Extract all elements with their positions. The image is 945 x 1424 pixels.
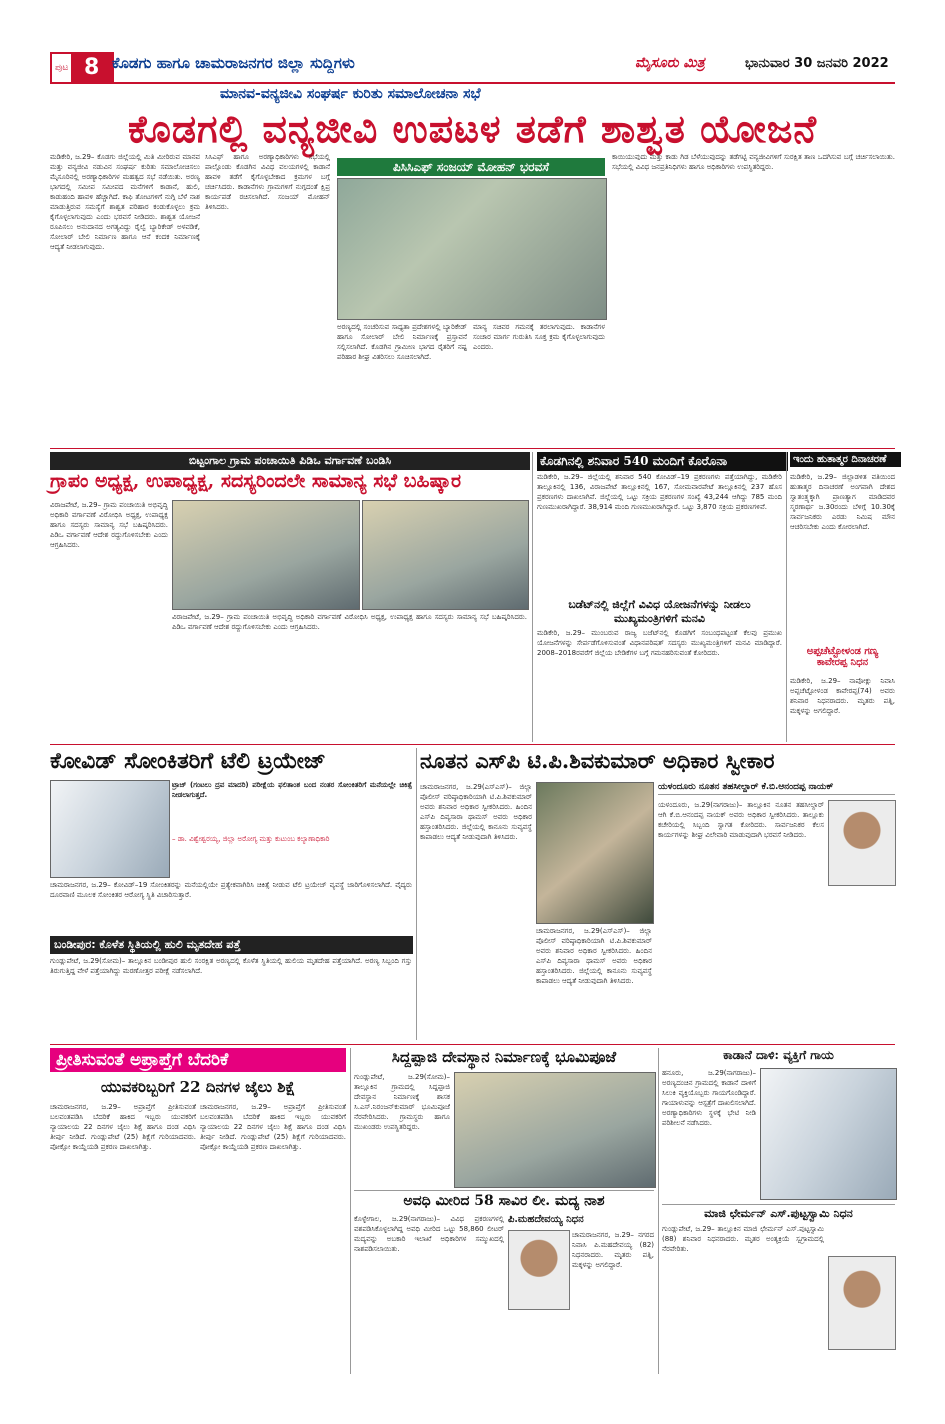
lead-column-4: ಮಾನ್ಯ ಸಚಿವರ ಗಮನಕ್ಕೆ ತರಲಾಗುವುದು. ಕಾಡಾನೆಗಳ ಸಂಚಾರ ಮಾರ್ಗ ಗುರುತಿಸಿ ಸೂಕ್ತ ಕ್ರಮ ಕೈಗೊಳ್ಳಲಾಗುವುದು ಎಂದರು. [473,323,605,351]
meeting-photo [337,178,607,320]
obituary-body: ಮಡಿಕೇರಿ, ಜ.29– ನಾಪೋಕ್ಲು ನಿವಾಸಿ ಅಪ್ಪಚೆಟ್ಟೋಳಂಡ ಕಾವೇರಪ್ಪ(74) ಅವರು ಶನಿವಾರ ನಿಧನರಾದರು. ಮೃತರು ಪತ್ನಿ, ಮಕ್ಕಳನ್ನು ಅಗಲಿದ್ದಾರೆ. [790,677,895,715]
injured-person-photo [760,1068,897,1200]
puttaswamy-obit-body: ಗುಂಡ್ಲುಪೇಟೆ, ಜ.29– ತಾಲ್ಲೂಕಿನ ಮಾಜಿ ಛೇರ್ಮನ್ ಎಸ್.ಪುಟ್ಟಸ್ವಾಮಿ (88) ಶನಿವಾರ ನಿಧನರಾದರು. ಮೃತರ ಅಂತ್ಯಕ್ರಿಯೆ ಸ್ವಗ್ರಾಮದಲ್ಲಿ ನೆರವೇರಿತು. [662,1225,824,1253]
temple-body: ಗುಂಡ್ಲುಪೇಟೆ, ಜ.29(ಸೋಮ)– ತಾಲ್ಲೂಕಿನ ಗ್ರಾಮದಲ್ಲಿ ಸಿದ್ದಪ್ಪಾಜಿ ದೇವಸ್ಥಾನ ನಿರ್ಮಾಣಕ್ಕೆ ಶಾಸಕ ಸಿ.ಎಸ್.ನಿರಂಜನ್‌ಕುಮಾರ್ ಭೂಮಿಪೂಜೆ ನೆರವೇರಿಸಿದರು. ಗ್ರಾಮಸ್ಥರು ಹಾಗೂ ಮುಖಂಡರು ಉಪಸ್ಥಿತರಿದ್ದರು. [354,1073,450,1131]
divider [50,1044,895,1045]
divider [50,448,895,449]
budget-body: ಮಡಿಕೇರಿ, ಜ.29– ಮುಂಬರುವ ರಾಜ್ಯ ಬಜೆಟ್‌ನಲ್ಲಿ ಕೊಡಗಿಗೆ ಸಂಬಂಧಪಟ್ಟಂತೆ ಕೆಲವು ಪ್ರಮುಖ ಯೋಜನೆಗಳನ್ನು ಸೇರ್ಪಡೆಗೊಳಿಸುವಂತೆ ವಿಧಾನಪರಿಷತ್ ಸದಸ್ಯರು ಮುಖ್ಯಮಂತ್ರಿಗಳಿಗೆ ಮನವಿ ಮಾಡಿದ್ದಾರೆ. 2008–2018ರವರೆಗೆ ಜಿಲ್ಲೆಯ ಬೇಡಿಕೆಗಳ ಬಗ್ಗೆ ಗಮನಹರಿಸುವಂತೆ ಕೋರಿದರು. [537,629,782,657]
lead-column-5: ಕಾಯಿಯುವುದು ಮತ್ತು ಕಾಡು ಗಿಡ ಬೆಳೆಯುವುದನ್ನು ತಡೆಗಟ್ಟಿ ವನ್ಯಜೀವಿಗಳಿಗೆ ಸುರಕ್ಷಿತ ತಾಣ ಒದಗಿಸುವ ಬಗ್ಗೆ ಚರ್ಚಿಸಲಾಯಿತು. ಸಭೆಯಲ್ಲಿ ವಿವಿಧ ಜನಪ್ರತಿನಿಧಿಗಳು ಹಾಗೂ ಅಧಿಕಾರಿಗಳು ಉಪಸ್ಥಿತರಿದ್ದರು. [612,153,895,171]
lead-photo-caption: ಪಿಸಿಸಿಎಫ್ ಸಂಜಯ್ ಮೋಹನ್ ಭರವಸೆ [337,158,605,176]
budget-headline: ಬಡೆಟ್‌ನಲ್ಲಿ ಜಿಲ್ಲೆಗೆ ವಿವಿಧ ಯೋಜನೆಗಳನ್ನು ನೀಡಲು ಮುಖ್ಯಮಂತ್ರಿಗಳಿಗೆ ಮನವಿ [568,598,751,625]
gp-photo-1 [172,500,360,610]
elephant-attack-headline: ಕಾಡಾನೆ ದಾಳಿ: ವ್ಯಕ್ತಿಗೆ ಗಾಯ [723,1048,834,1062]
masthead-rule [50,82,895,84]
lead-kicker: ಮಾನವ-ವನ್ಯಜೀವಿ ಸಂಘರ್ಷ ಕುರಿತು ಸಮಾಲೋಚನಾ ಸಭೆ [220,86,481,102]
divider [532,452,533,742]
sp-body-continued: ಚಾಮರಾಜನಗರ, ಜ.29(ಎಸ್‌ಎಸ್)– ಜಿಲ್ಲಾ ಪೊಲೀಸ್ ವರಿಷ್ಠಾಧಿಕಾರಿಯಾಗಿ ಟಿ.ಪಿ.ಶಿವಕುಮಾರ್ ಅವರು ಶನಿವಾರ ಅಧಿಕಾರ ಸ್ವೀಕರಿಸಿದರು. ಹಿಂದಿನ ಎಸ್‌ಪಿ ದಿವ್ಯಸಾರಾ ಥಾಮಸ್ ಅವರು ಅಧಿಕಾರ ಹಸ್ತಾಂತರಿಸಿದರು. ಜಿಲ್ಲೆಯಲ್ಲಿ ಕಾನೂನು ಸುವ್ಯವಸ್ಥೆ ಕಾಪಾಡಲು ಆದ್ಯತೆ ನೀಡುವುದಾಗಿ ತಿಳಿಸಿದರು. [536,927,652,985]
liquor-headline: ಅವಧಿ ಮೀರಿದ 58 ಸಾವಿರ ಲೀ. ಮದ್ಯ ನಾಶ [354,1190,654,1209]
threat-banner: ಪ್ರೀತಿಸುವಂತೆ ಅಪ್ರಾಪ್ತೆಗೆ ಬೆದರಿಕೆ [50,1048,346,1072]
lead-headline: ಕೊಡಗಲ್ಲಿ ವನ್ಯಜೀವಿ ಉಪಟಳ ತಡೆಗೆ ಶಾಶ್ವತ ಯೋಜನೆ [127,106,818,151]
temple-photo [454,1072,656,1188]
mahadevaiah-obit-body: ಚಾಮರಾಜನಗರ, ಜ.29– ನಗರದ ನಿವಾಸಿ ಪಿ.ಮಹದೇವಯ್ಯ (82) ನಿಧನರಾದರು. ಮೃತರು ಪತ್ನಿ, ಮಕ್ಕಳನ್ನು ಅಗಲಿದ್ದಾರೆ. [572,1231,654,1269]
divider [786,452,787,742]
page-number-box [50,52,114,84]
jail-body-1: ಚಾಮರಾಜನಗರ, ಜ.29– ಅಪ್ರಾಪ್ತೆಗೆ ಪ್ರೀತಿಸುವಂತೆ ಬಲವಂತಪಡಿಸಿ ಬೆದರಿಕೆ ಹಾಕಿದ ಇಬ್ಬರು ಯುವಕರಿಗೆ ನ್ಯಾಯಾಲಯ 22 ದಿನಗಳ ಜೈಲು ಶಿಕ್ಷೆ ಹಾಗೂ ದಂಡ ವಿಧಿಸಿ ತೀರ್ಪು ನೀಡಿದೆ. ಗುಂಡ್ಲುಪೇಟೆ (25) ಶಿಕ್ಷೆಗೆ ಗುರಿಯಾದವರು. ಪೋಕ್ಸೋ ಕಾಯ್ದೆಯಡಿ ಪ್ರಕರಣ ದಾಖಲಾಗಿತ್ತು. [50,1103,196,1151]
divider [416,748,417,1040]
mahadevaiah-obit-headline: ಪಿ.ಮಹದೇವಯ್ಯ ನಿಧನ [508,1214,584,1225]
page-label: ಪುಟ [55,63,69,73]
elephant-attack-body: ಹನೂರು, ಜ.29(ನಾಗರಾಜು)– ಅರಣ್ಯದಂಚಿನ ಗ್ರಾಮದಲ್ಲಿ ಕಾಡಾನೆ ದಾಳಿಗೆ ಸಿಲುಕಿ ವ್ಯಕ್ತಿಯೊಬ್ಬರು ಗಾಯಗೊಂಡಿದ್ದಾರೆ. ಗಾಯಾಳುವನ್ನು ಆಸ್ಪತ್ರೆಗೆ ದಾಖಲಿಸಲಾಗಿದೆ. ಅರಣ್ಯಾಧಿಕಾರಿಗಳು ಸ್ಥಳಕ್ಕೆ ಭೇಟಿ ನೀಡಿ ಪರಿಶೀಲನೆ ನಡೆಸಿದರು. [662,1069,756,1127]
triage-quote-attribution: – ಡಾ. ವಿಶ್ವೇಶ್ವರಯ್ಯ, ಜಿಲ್ಲಾ ಅರೋಗ್ಯ ಮತ್ತು ಕುಟುಂಬ ಕಲ್ಯಾಣಾಧಿಕಾರಿ [172,835,330,843]
newspaper-logo: ಮೈಸೂರು ಮಿತ್ರ [635,55,705,71]
jail-body-2: ಚಾಮರಾಜನಗರ, ಜ.29– ಅಪ್ರಾಪ್ತೆಗೆ ಪ್ರೀತಿಸುವಂತೆ ಬಲವಂತಪಡಿಸಿ ಬೆದರಿಕೆ ಹಾಕಿದ ಇಬ್ಬರು ಯುವಕರಿಗೆ ನ್ಯಾಯಾಲಯ 22 ದಿನಗಳ ಜೈಲು ಶಿಕ್ಷೆ ಹಾಗೂ ದಂಡ ವಿಧಿಸಿ ತೀರ್ಪು ನೀಡಿದೆ. ಗುಂಡ್ಲುಪೇಟೆ (25) ಶಿಕ್ಷೆಗೆ ಗುರಿಯಾದವರು. ಪೋಕ್ಸೋ ಕಾಯ್ದೆಯಡಿ ಪ್ರಕರಣ ದಾಖಲಾಗಿತ್ತು. [200,1103,346,1151]
gp-kicker: ಬಿಟ್ಟಂಗಾಲ ಗ್ರಾಮ ಪಂಚಾಯಿತಿ ಪಿಡಿಒ ವರ್ಗಾವಣೆ ಬಂಡಿಸಿ [50,452,530,470]
triage-quote: ಟ್ರಾಜ್ (ಗಂಟಲು ದ್ರವ ಮಾದರಿ) ಪರೀಕ್ಷೆಯ ಫಲಿತಾಂಶ ಬಂದ ನಂತರ ಸೋಂಕಿತರಿಗೆ ಮನೆಯಲ್ಲೇ ಚಿಕಿತ್ಸೆ ನೀಡಲಾಗುತ್ತದೆ. [172,781,412,799]
jail-headline: ಯುವಕರಿಬ್ಬರಿಗೆ 22 ದಿನಗಳ ಜೈಲು ಶಿಕ್ಷೆ [100,1078,296,1096]
gp-photo-2 [362,500,529,610]
obituary-headline: ಅಪ್ಪಚೆಟ್ಟೋಳಂಡ ಗಣ್ಯ ಕಾವೇರಪ್ಪ ನಿಧನ [806,646,879,668]
bandipur-headline: ಬಂಡೀಪುರ: ಕೊಳೆತ ಸ್ಥಿತಿಯಲ್ಲಿ ಹುಲಿ ಮೃತದೇಹ ಪತ್ತೆ [50,936,413,954]
lead-column-1: ಮಡಿಕೇರಿ, ಜ.29– ಕೊಡಗು ಜಿಲ್ಲೆಯಲ್ಲಿ ಮಿತಿ ಮೀರಿರುವ ಮಾನವ ಮತ್ತು ವನ್ಯಜೀವಿ ನಡುವಿನ ಸಂಘರ್ಷ ಕುರಿತು ಸಮಾಲೋಚಿಸಲು ಮೈಸೂರಿನಲ್ಲಿ ಅರಣ್ಯಾಧಿಕಾರಿಗಳ ಮಹತ್ವದ ಸಭೆ ನಡೆಯಿತು. ಅರಣ್ಯ ಭಾಗದಲ್ಲಿ ಸಮೀಪ ಸಮೀಪದ ಮನೆಗಳಿಗೆ ಕಾಡಾನೆ, ಹುಲಿ, ಕಾಡುಹಂದಿ ಹಾವಳಿ ಹೆಚ್ಚಾಗಿದೆ. ಕಾಫಿ ತೋಟಗಳಿಗೆ ನುಗ್ಗಿ ಬೆಳೆ ನಾಶ ಮಾಡುತ್ತಿರುವ ಸಮಸ್ಯೆಗೆ ಶಾಶ್ವತ ಪರಿಹಾರ ಕಂಡುಕೊಳ್ಳಲು ಕ್ರಮ ಕೈಗೊಳ್ಳಲಾಗುವುದು ಎಂದು ಭರವಸೆ ನೀಡಿದರು. ಶಾಶ್ವತ ಯೋಜನೆ ರೂಪಿಸಲು ಅನುದಾನದ ಅಗತ್ಯವಿದ್ದು ರೈಲ್ವೆ ಬ್ಯಾರಿಕೇಡ್ ಅಳವಡಿಕೆ, ಸೋಲಾರ್ ಬೇಲಿ ನಿರ್ಮಾಣ ಹಾಗೂ ಆನೆ ಕಂದಕ ನಿರ್ಮಾಣಕ್ಕೆ ಆದ್ಯತೆ ನೀಡಲಾಗುವುದು. [50,153,200,251]
divider [50,744,895,745]
divider [658,1048,659,1374]
sp-body: ಚಾಮರಾಜನಗರ, ಜ.29(ಎಸ್‌ಎಸ್)– ಜಿಲ್ಲಾ ಪೊಲೀಸ್ ವರಿಷ್ಠಾಧಿಕಾರಿಯಾಗಿ ಟಿ.ಪಿ.ಶಿವಕುಮಾರ್ ಅವರು ಶನಿವಾರ ಅಧಿಕಾರ ಸ್ವೀಕರಿಸಿದರು. ಹಿಂದಿನ ಎಸ್‌ಪಿ ದಿವ್ಯಸಾರಾ ಥಾಮಸ್ ಅವರು ಅಧಿಕಾರ ಹಸ್ತಾಂತರಿಸಿದರು. ಜಿಲ್ಲೆಯಲ್ಲಿ ಕಾನೂನು ಸುವ್ಯವಸ್ಥೆ ಕಾಪಾಡಲು ಆದ್ಯತೆ ನೀಡುವುದಾಗಿ ತಿಳಿಸಿದರು. [420,783,532,841]
section-title: ಕೊಡಗು ಹಾಗೂ ಚಾಮರಾಜನಗರ ಜಿಲ್ಲಾ ಸುದ್ದಿಗಳು [112,54,355,72]
sp-portrait-photo [536,782,654,924]
bandipur-body: ಗುಂಡ್ಲುಪೇಟೆ, ಜ.29(ಸೋಮ)– ತಾಲ್ಲೂಕಿನ ಬಂಡೀಪುರ ಹುಲಿ ಸಂರಕ್ಷಿತ ಅರಣ್ಯದಲ್ಲಿ ಕೊಳೆತ ಸ್ಥಿತಿಯಲ್ಲಿ ಹುಲಿಯ ಮೃತದೇಹ ಪತ್ತೆಯಾಗಿದೆ. ಅರಣ್ಯ ಸಿಬ್ಬಂದಿ ಗಸ್ತು ತಿರುಗುತ್ತಿದ್ದ ವೇಳೆ ಪತ್ತೆಯಾಗಿದ್ದು ಮರಣೋತ್ತರ ಪರೀಕ್ಷೆ ನಡೆಸಲಾಗಿದೆ. [50,957,412,975]
puttaswamy-obit-headline: ಮಾಜಿ ಛೇರ್ಮನ್ ಎಸ್.ಪುಟ್ಟಸ್ವಾಮಿ ನಿಧನ [662,1204,895,1221]
covid-body: ಮಡಿಕೇರಿ, ಜ.29– ಜಿಲ್ಲೆಯಲ್ಲಿ ಶನಿವಾರ 540 ಕೋವಿಡ್–19 ಪ್ರಕರಣಗಳು ಪತ್ತೆಯಾಗಿದ್ದು, ಮಡಿಕೇರಿ ತಾಲ್ಲೂಕಿನಲ್ಲಿ 136, ವಿರಾಜಪೇಟೆ ತಾಲ್ಲೂಕಿನಲ್ಲಿ 167, ಸೋಮವಾರಪೇಟೆ ತಾಲ್ಲೂಕಿನಲ್ಲಿ 237 ಹೊಸ ಪ್ರಕರಣಗಳು ದಾಖಲಾಗಿವೆ. ಜಿಲ್ಲೆಯಲ್ಲಿ ಒಟ್ಟು ಸಕ್ರಿಯ ಪ್ರಕರಣಗಳ ಸಂಖ್ಯೆ 43,244 ಆಗಿದ್ದು 785 ಮಂದಿ ಗುಣಮುಖರಾಗಿದ್ದಾರೆ. 38,914 ಮಂದಿ ಗುಣಮುಖರಾಗಿದ್ದಾರೆ. ಒಟ್ಟು 3,870 ಸಕ್ರಿಯ ಪ್ರಕರಣಗಳಿವೆ. [537,473,782,511]
martyrs-day-headline: ಇಂದು ಹುತಾತ್ಮರ ದಿನಾಚರಣೆ [790,452,901,467]
gp-body-continued: ವಿರಾಜಪೇಟೆ, ಜ.29– ಗ್ರಾಮ ಪಂಚಾಯಿತಿ ಅಭಿವೃದ್ಧಿ ಅಧಿಕಾರಿ ವರ್ಗಾವಣೆ ವಿರೋಧಿಸಿ ಅಧ್ಯಕ್ಷ, ಉಪಾಧ್ಯಕ್ಷ ಹಾಗೂ ಸದಸ್ಯರು ಸಾಮಾನ್ಯ ಸಭೆ ಬಹಿಷ್ಕರಿಸಿದರು. ಪಿಡಿಒ ವರ್ಗಾವಣೆ ಆದೇಶ ರದ್ದುಗೊಳಿಸಬೇಕು ಎಂದು ಆಗ್ರಹಿಸಿದರು. [172,613,527,631]
tahsildar-body: ಯಳಂದೂರು, ಜ.29(ನಾಗರಾಜು)– ತಾಲ್ಲೂಕಿನ ನೂತನ ತಹಸೀಲ್ದಾರ್ ಆಗಿ ಕೆ.ಬಿ.ಆನಂದಪ್ಪ ನಾಯಕ್ ಅವರು ಅಧಿಕಾರ ಸ್ವೀಕರಿಸಿದರು. ತಾಲ್ಲೂಕು ಕಚೇರಿಯಲ್ಲಿ ಸಿಬ್ಬಂದಿ ಸ್ವಾಗತ ಕೋರಿದರು. ಸಾರ್ವಜನಿಕರ ಕೆಲಸ ಕಾರ್ಯಗಳನ್ನು ಶೀಘ್ರ ವಿಲೇವಾರಿ ಮಾಡುವುದಾಗಿ ಭರವಸೆ ನೀಡಿದರು. [658,801,824,839]
temple-headline: ಸಿದ್ದಪ್ಪಾಜಿ ದೇವಸ್ಥಾನ ನಿರ್ಮಾಣಕ್ಕೆ ಭೂಮಿಪೂಜೆ [391,1048,617,1066]
gp-body: ವಿರಾಜಪೇಟೆ, ಜ.29– ಗ್ರಾಮ ಪಂಚಾಯಿತಿ ಅಭಿವೃದ್ಧಿ ಅಧಿಕಾರಿ ವರ್ಗಾವಣೆ ವಿರೋಧಿಸಿ ಅಧ್ಯಕ್ಷ, ಉಪಾಧ್ಯಕ್ಷ ಹಾಗೂ ಸದಸ್ಯರು ಸಾಮಾನ್ಯ ಸಭೆ ಬಹಿಷ್ಕರಿಸಿದರು. ಪಿಡಿಒ ವರ್ಗಾವಣೆ ಆದೇಶ ರದ್ದುಗೊಳಿಸಬೇಕು ಎಂದು ಆಗ್ರಹಿಸಿದರು. [50,501,168,549]
page-number: 8 [71,54,112,82]
divider [350,1048,351,1374]
doctor-photo [50,780,170,878]
lead-column-2: ಸಿಸಿಎಫ್ ಹಾಗೂ ಅರಣ್ಯಾಧಿಕಾರಿಗಳು ಸಭೆಯಲ್ಲಿ ಪಾಲ್ಗೊಂಡು ಕೊಡಗಿನ ವಿವಿಧ ವಲಯಗಳಲ್ಲಿ ಕಾಡಾನೆ ಹಾವಳಿ ತಡೆಗೆ ಕೈಗೊಳ್ಳಬೇಕಾದ ಕ್ರಮಗಳ ಬಗ್ಗೆ ಚರ್ಚಿಸಿದರು. ಕಾಡಾನೆಗಳು ಗ್ರಾಮಗಳಿಗೆ ನುಗ್ಗದಂತೆ ಕ್ಷಿಪ್ರ ಕಾರ್ಯಪಡೆ ರಚಿಸಲಾಗಿದೆ. ಸಂಜಯ್ ಮೋಹನ್ ತಿಳಿಸಿದರು. [205,153,330,211]
puttaswamy-portrait [828,1256,896,1350]
lead-column-3: ಅರಣ್ಯದಲ್ಲಿ ಸಂಚರಿಸುವ ಸಾಧ್ಯತಾ ಪ್ರದೇಶಗಳಲ್ಲಿ ಬ್ಯಾರಿಕೇಡ್ ಹಾಗೂ ಸೋಲಾರ್ ಬೇಲಿ ನಿರ್ಮಾಣಕ್ಕೆ ಪ್ರಸ್ತಾವನೆ ಸಲ್ಲಿಸಲಾಗಿದೆ. ಕೊಡಗಿನ ಗ್ರಾಮೀಣ ಭಾಗದ ರೈತರಿಗೆ ನಷ್ಟ ಪರಿಹಾರ ಶೀಘ್ರ ವಿತರಿಸಲು ಸೂಚಿಸಲಾಗಿದೆ. [337,323,467,361]
triage-body: ಚಾಮರಾಜನಗರ, ಜ.29– ಕೋವಿಡ್–19 ಸೋಂಕಿತರನ್ನು ಮನೆಯಲ್ಲಿಯೇ ಪ್ರತ್ಯೇಕವಾಗಿರಿಸಿ ಚಿಕಿತ್ಸೆ ನೀಡುವ ಟೆಲಿ ಟ್ರಯೇಜ್ ವ್ಯವಸ್ಥೆ ಜಾರಿಗೊಳಿಸಲಾಗಿದೆ. ವೈದ್ಯರು ದೂರವಾಣಿ ಮೂಲಕ ಸೋಂಕಿತರ ಆರೋಗ್ಯ ಸ್ಥಿತಿ ವಿಚಾರಿಸುತ್ತಾರೆ. [50,881,412,899]
issue-date: ಭಾನುವಾರ 30 ಜನವರಿ 2022 [745,56,889,71]
covid-headline: ಕೊಡಗಿನಲ್ಲಿ ಶನಿವಾರ 540 ಮಂದಿಗೆ ಕೊರೊನಾ [537,452,788,471]
tahsildar-headline: ಯಳಂದೂರು ನೂತನ ತಹಸೀಲ್ದಾರ್ ಕೆ.ಬಿ.ಆನಂದಪ್ಪ ನಾಯಕ್ [658,782,895,795]
liquor-body: ಕೊಳ್ಳೇಗಾಲ, ಜ.29(ನಾಗರಾಜು)– ವಿವಿಧ ಪ್ರಕರಣಗಳಲ್ಲಿ ವಶಪಡಿಸಿಕೊಳ್ಳಲಾಗಿದ್ದ ಅವಧಿ ಮೀರಿದ ಒಟ್ಟು 58,860 ಲೀಟರ್ ಮದ್ಯವನ್ನು ಅಬಕಾರಿ ಇಲಾಖೆ ಅಧಿಕಾರಿಗಳ ಸಮ್ಮುಖದಲ್ಲಿ ನಾಶಪಡಿಸಲಾಯಿತು. [354,1215,504,1253]
martyrs-day-body: ಮಡಿಕೇರಿ, ಜ.29– ಜಿಲ್ಲಾಡಳಿತ ವತಿಯಿಂದ ಹುತಾತ್ಮರ ದಿನಾಚರಣೆ ಅಂಗವಾಗಿ ದೇಶದ ಸ್ವಾತಂತ್ರ್ಯಕ್ಕಾಗಿ ಪ್ರಾಣತ್ಯಾಗ ಮಾಡಿದವರ ಸ್ಮರಣಾರ್ಥ ಜ.30ರಂದು ಬೆಳಿಗ್ಗೆ 10.30ಕ್ಕೆ ಸಾರ್ವಜನಿಕರು ಎರಡು ನಿಮಿಷ ಮೌನ ಆಚರಿಸಬೇಕು ಎಂದು ಕೋರಲಾಗಿದೆ. [790,473,895,531]
gp-headline: ಗ್ರಾಪಂ ಅಧ್ಯಕ್ಷ, ಉಪಾಧ್ಯಕ್ಷ, ಸದಸ್ಯರಿಂದಲೇ ಸಾಮಾನ್ಯ ಸಭೆ ಬಹಿಷ್ಕಾರ [50,470,462,492]
mahadevaiah-portrait [508,1230,570,1310]
sp-headline: ನೂತನ ಎಸ್‌ಪಿ ಟಿ.ಪಿ.ಶಿವಕುಮಾರ್ ಅಧಿಕಾರ ಸ್ವೀಕಾರ [420,748,775,773]
tahsildar-portrait [828,800,896,886]
triage-headline: ಕೋವಿಡ್ ಸೋಂಕಿತರಿಗೆ ಟೆಲಿ ಟ್ರಯೇಜ್ [50,748,326,774]
